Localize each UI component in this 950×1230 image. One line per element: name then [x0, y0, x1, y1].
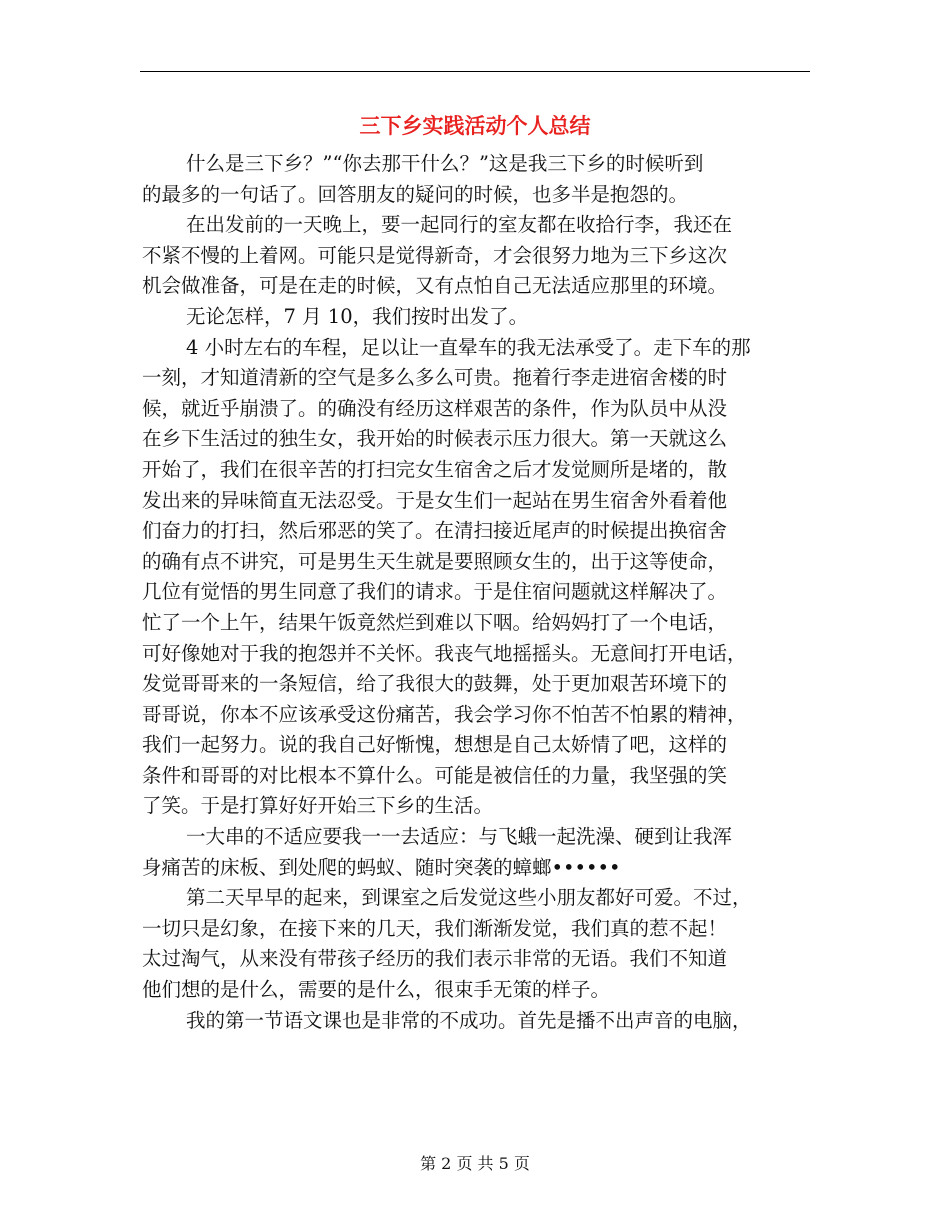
body-text-line: 在出发前的一天晚上，要一起同行的室友都在收拾行李，我还在 — [186, 213, 733, 237]
header-rule — [140, 71, 810, 72]
body-text-line: 条件和哥哥的对比根本不算什么。可能是被信任的力量，我坚强的笑 — [142, 763, 728, 787]
body-text-line: 了笑。于是打算好好开始三下乡的生活。 — [142, 794, 494, 818]
body-text-line: 我们一起努力。说的我自己好惭愧，想想是自己太娇情了吧，这样的 — [142, 733, 728, 757]
body-text-line: 身痛苦的床板、到处爬的蚂蚁、随时突袭的蟑螂•••••• — [142, 855, 621, 879]
body-text-line: 第二天早早的起来，到课室之后发觉这些小朋友都好可爱。不过， — [186, 886, 752, 910]
body-text-line: 忙了一个上午，结果午饭竟然烂到难以下咽。给妈妈打了一个电话， — [142, 610, 728, 634]
body-text-line: 机会做准备，可是在走的时候，又有点怕自己无法适应那里的环境。 — [142, 274, 728, 298]
body-text-line: 们奋力的打扫，然后邪恶的笑了。在清扫接近尾声的时候提出换宿舍 — [142, 519, 728, 543]
body-text-line: 开始了，我们在很辛苦的打扫完女生宿舍之后才发觉厕所是堵的，散 — [142, 457, 728, 481]
body-text-line: 可好像她对于我的抱怨并不关怀。我丧气地摇摇头。无意间打开电话， — [142, 641, 747, 665]
body-text-line: 他们想的是什么，需要的是什么，很束手无策的样子。 — [142, 978, 611, 1002]
body-text-line: 一刻，才知道清新的空气是多么多么可贵。拖着行李走进宿舍楼的时 — [142, 366, 728, 390]
body-text-line: 几位有觉悟的男生同意了我们的请求。于是住宿问题就这样解决了。 — [142, 580, 728, 604]
body-text-line: 我的第一节语文课也是非常的不成功。首先是播不出声音的电脑， — [186, 1008, 752, 1032]
body-text-line: 的最多的一句话了。回答朋友的疑问的时候，也多半是抱怨的。 — [142, 182, 689, 206]
body-text-line: 发觉哥哥来的一条短信，给了我很大的鼓舞，处于更加艰苦环境下的 — [142, 672, 728, 696]
document-body — [142, 149, 810, 1036]
document-title: 三下乡实践活动个人总结 — [359, 114, 591, 138]
body-text-line: 一大串的不适应要我一一去适应：与飞蛾一起洗澡、硬到让我浑 — [186, 825, 733, 849]
body-text-line: 4 小时左右的车程，足以让一直晕车的我无法承受了。走下车的那 — [186, 335, 751, 359]
page-number: 第 2 页 共 5 页 — [420, 1154, 530, 1173]
body-text-line: 一切只是幻象，在接下来的几天，我们渐渐发觉，我们真的惹不起！ — [142, 916, 728, 940]
body-text-line: 太过淘气，从来没有带孩子经历的我们表示非常的无语。我们不知道 — [142, 947, 728, 971]
body-text-line: 的确有点不讲究，可是男生天生就是要照顾女生的，出于这等使命， — [142, 549, 728, 573]
body-text-line: 不紧不慢的上着网。可能只是觉得新奇，才会很努力地为三下乡这次 — [142, 243, 728, 267]
body-text-line: 候，就近乎崩溃了。的确没有经历这样艰苦的条件，作为队员中从没 — [142, 396, 728, 420]
body-text-line: 在乡下生活过的独生女，我开始的时候表示压力很大。第一天就这么 — [142, 427, 728, 451]
body-text-line: 发出来的异味简直无法忍受。于是女生们一起站在男生宿舍外看着他 — [142, 488, 728, 512]
body-text-line: 什么是三下乡？”“你去那干什么？”这是我三下乡的时候听到 — [186, 152, 704, 175]
body-text-line: 哥哥说，你本不应该承受这份痛苦，我会学习你不怕苦不怕累的精神， — [142, 702, 747, 726]
body-text-line: 无论怎样，7 月 10，我们按时出发了。 — [186, 304, 529, 328]
